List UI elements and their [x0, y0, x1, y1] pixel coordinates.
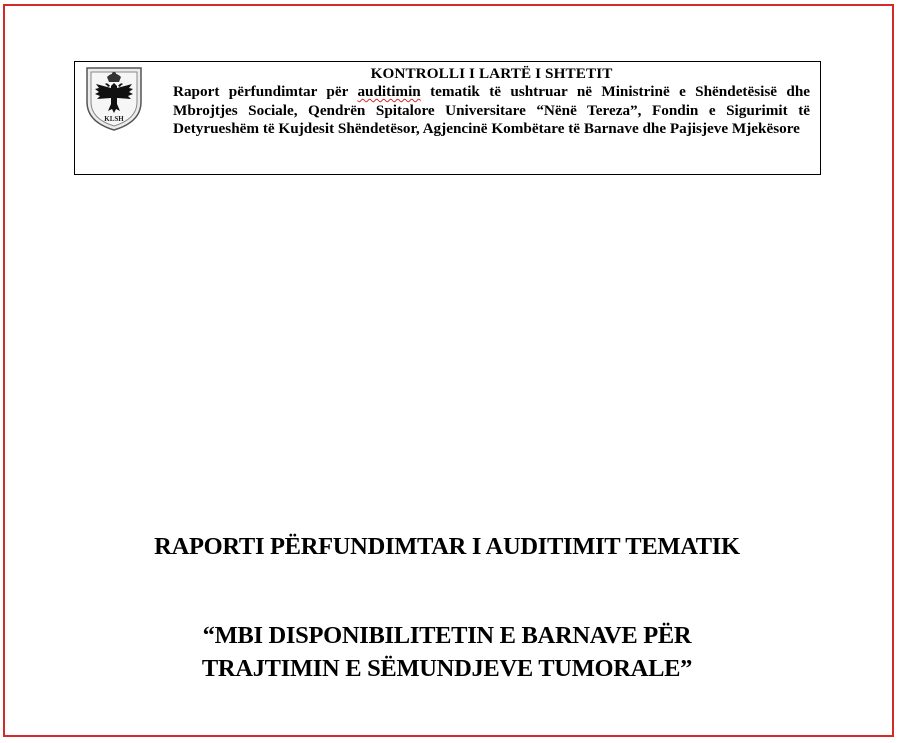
logo-label: KLSH — [104, 115, 124, 123]
report-subtitle-line-1: “MBI DISPONIBILITETIN E BARNAVE PËR — [202, 622, 692, 649]
report-description-start: Raport përfundimtar për — [173, 83, 358, 100]
report-title: RAPORTI PËRFUNDIMTAR I AUDITIMIT TEMATIK — [154, 533, 740, 560]
spellcheck-marked-word: auditimin — [357, 83, 421, 100]
report-subtitle-line-2: TRAJTIMIN E SËMUNDJEVE TUMORALE” — [201, 655, 693, 682]
report-description-rest: tematik të ushtruar në Ministrinë e Shëndetësisë dhe Mbrojtjes Sociale, Qendrën Spitalore Universitare “Nënë Tereza”, Fondin e Sigurimit të Detyrueshëm të Kujdesit Shëndetësor, Agjencinë Kombëtare të Barnave dhe Pajisjeve Mjekësore — [173, 83, 811, 137]
header-text-block — [173, 65, 810, 139]
report-subtitle — [0, 619, 894, 685]
albanian-eagle-emblem-icon — [83, 64, 145, 132]
document-header — [74, 61, 821, 175]
institution-name: KONTROLLI I LARTË I SHTETIT — [370, 65, 613, 82]
report-description — [173, 83, 810, 139]
